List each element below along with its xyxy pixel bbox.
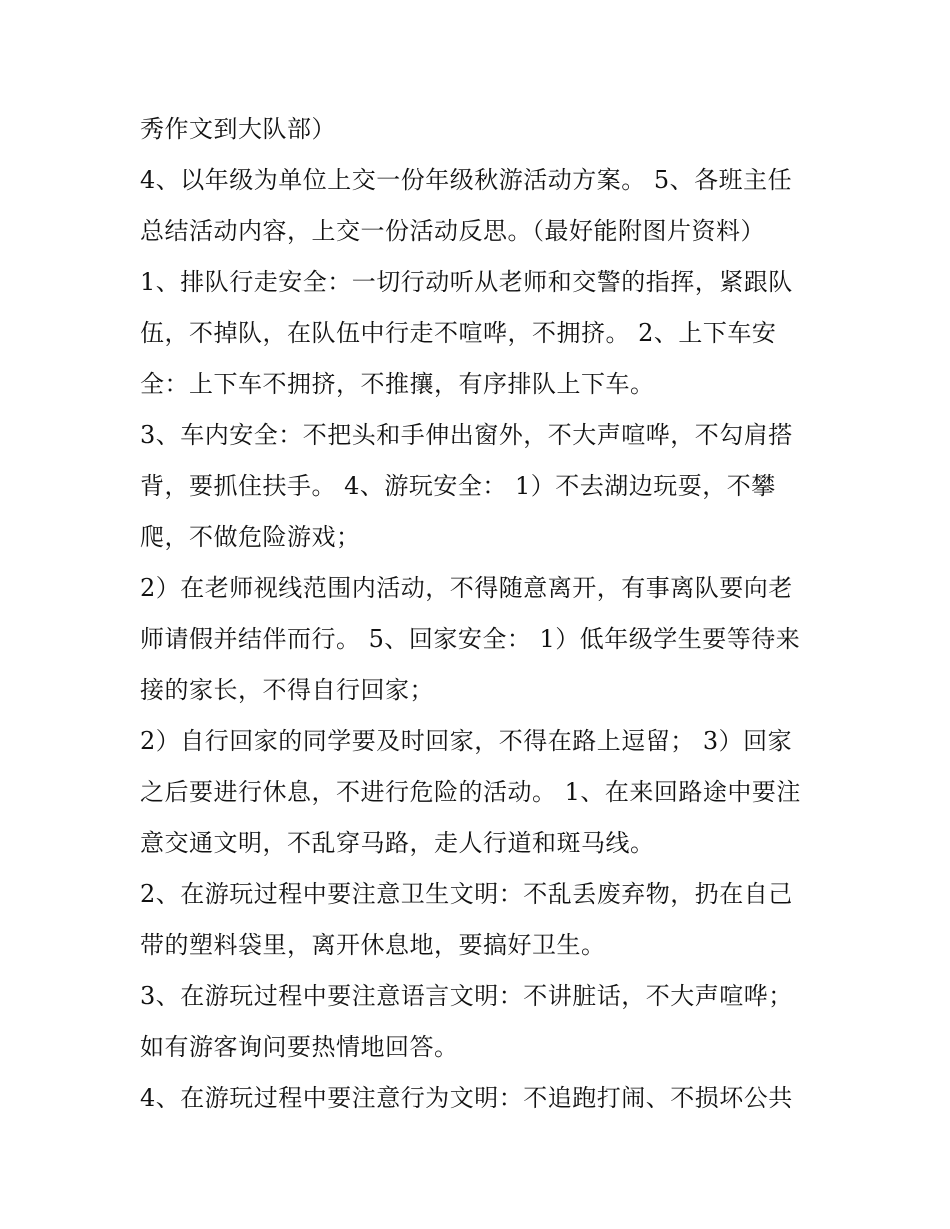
text-line: 伍，不掉队，在队伍中行走不喧哗，不拥挤。 2、上下车安 xyxy=(140,319,777,347)
text-line: 总结活动内容，上交一份活动反思。（最好能附图片资料） xyxy=(140,217,765,245)
text-line: 4、以年级为单位上交一份年级秋游活动方案。 5、各班主任 xyxy=(140,166,793,194)
text-line: 之后要进行休息，不进行危险的活动。 1、在来回路途中要注 xyxy=(140,778,801,806)
document-body xyxy=(140,104,820,1124)
text-line: 1、排队行走安全：一切行动听从老师和交警的指挥，紧跟队 xyxy=(140,268,793,296)
text-line: 秀作文到大队部） xyxy=(140,115,336,143)
text-line: 2）在老师视线范围内活动，不得随意离开，有事离队要向老 xyxy=(140,574,793,602)
text-line: 意交通文明，不乱穿马路，走人行道和斑马线。 xyxy=(140,829,655,857)
text-line: 4、在游玩过程中要注意行为文明：不追跑打闹、不损坏公共 xyxy=(140,1084,793,1112)
text-line: 如有游客询问要热情地回答。 xyxy=(140,1033,459,1061)
text-line: 背，要抓住扶手。 4、游玩安全： 1）不去湖边玩耍，不攀 xyxy=(140,472,776,500)
text-line: 师请假并结伴而行。 5、回家安全： 1）低年级学生要等待来 xyxy=(140,625,801,653)
text-line: 接的家长，不得自行回家； xyxy=(140,676,434,704)
text-line: 全：上下车不拥挤，不推攘，有序排队上下车。 xyxy=(140,370,655,398)
text-line: 3、车内安全：不把头和手伸出窗外，不大声喧哗，不勾肩搭 xyxy=(140,421,793,449)
text-line: 爬，不做危险游戏； xyxy=(140,523,361,551)
text-line: 2）自行回家的同学要及时回家，不得在路上逗留； 3）回家 xyxy=(140,727,793,755)
text-line: 2、在游玩过程中要注意卫生文明：不乱丢废弃物，扔在自己 xyxy=(140,880,793,908)
text-line: 3、在游玩过程中要注意语言文明：不讲脏话，不大声喧哗； xyxy=(140,982,793,1010)
text-line: 带的塑料袋里，离开休息地，要搞好卫生。 xyxy=(140,931,606,959)
